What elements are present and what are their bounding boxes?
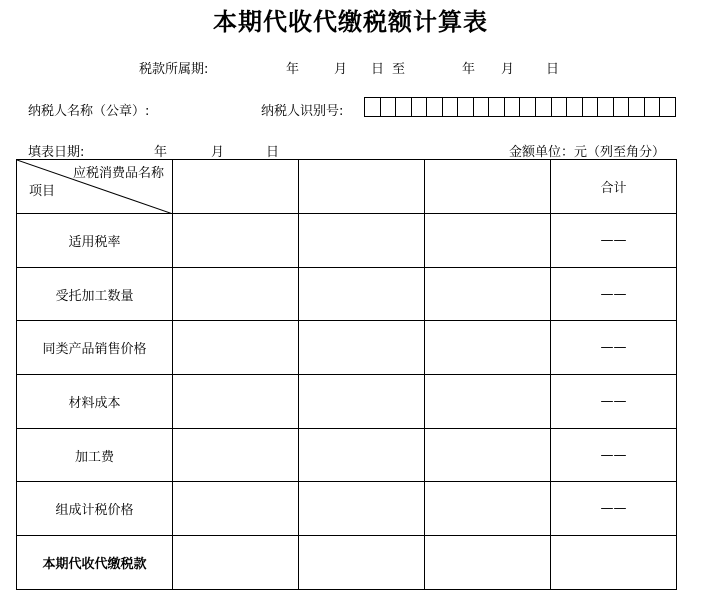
taxpayer-id-cell[interactable] [598, 98, 614, 116]
period-end-year: 年 [462, 62, 476, 77]
value-cell[interactable] [173, 321, 299, 375]
total-cell: —— [551, 214, 677, 268]
fill-date-year: 年 [154, 145, 168, 160]
value-cell[interactable] [425, 375, 551, 429]
fill-date-day: 日 [266, 145, 280, 160]
total-header: 合计 [551, 160, 677, 214]
value-cell[interactable] [173, 429, 299, 482]
value-cell[interactable] [425, 321, 551, 375]
taxpayer-id-label: 纳税人识别号: [261, 104, 344, 119]
period-start-month: 月 [334, 62, 348, 77]
value-cell[interactable] [299, 321, 425, 375]
tax-calculation-table [16, 159, 677, 590]
taxpayer-id-cell[interactable] [458, 98, 474, 116]
row-label: 受托加工数量 [17, 268, 173, 321]
taxpayer-id-cell[interactable] [552, 98, 568, 116]
header-product-name: 应税消费品名称 [72, 166, 164, 181]
value-cell[interactable] [173, 482, 299, 536]
row-label: 组成计税价格 [17, 482, 173, 536]
table-row [17, 482, 677, 536]
table-row [17, 375, 677, 429]
row-label: 适用税率 [17, 214, 173, 268]
value-cell[interactable] [425, 482, 551, 536]
value-cell[interactable] [425, 429, 551, 482]
page-title: 本期代收代缴税额计算表 [213, 8, 488, 36]
period-end-day: 日 [546, 62, 560, 77]
taxpayer-id-cell[interactable] [412, 98, 428, 116]
value-cell[interactable] [425, 268, 551, 321]
total-cell[interactable] [551, 536, 677, 590]
total-cell: —— [551, 321, 677, 375]
table-row [17, 214, 677, 268]
taxpayer-id-cell[interactable] [489, 98, 505, 116]
fill-date-label: 填表日期: [28, 145, 85, 160]
total-cell: —— [551, 482, 677, 536]
total-cell: —— [551, 429, 677, 482]
taxpayer-id-cell[interactable] [381, 98, 397, 116]
taxpayer-id-cell[interactable] [443, 98, 459, 116]
value-cell[interactable] [299, 214, 425, 268]
final-tax-label: 本期代收代缴税款 [17, 536, 173, 590]
row-label: 加工费 [17, 429, 173, 482]
row-label: 材料成本 [17, 375, 173, 429]
diagonal-header-cell [17, 160, 173, 214]
value-cell[interactable] [173, 375, 299, 429]
final-tax-row [17, 536, 677, 590]
value-cell[interactable] [425, 536, 551, 590]
header-row [17, 160, 677, 214]
value-cell[interactable] [173, 536, 299, 590]
product-column-1[interactable] [173, 160, 299, 214]
taxpayer-id-cell[interactable] [645, 98, 661, 116]
value-cell[interactable] [425, 214, 551, 268]
period-start-year: 年 [286, 62, 300, 77]
taxpayer-id-cell[interactable] [614, 98, 630, 116]
amount-unit-label: 金额单位：元（列至角分） [509, 145, 666, 160]
value-cell[interactable] [173, 214, 299, 268]
taxpayer-id-cell[interactable] [396, 98, 412, 116]
period-label: 税款所属期: [139, 62, 209, 77]
taxpayer-id-cell[interactable] [365, 98, 381, 116]
value-cell[interactable] [299, 482, 425, 536]
period-end-month: 月 [501, 62, 515, 77]
taxpayer-id-cell[interactable] [536, 98, 552, 116]
taxpayer-id-cell[interactable] [427, 98, 443, 116]
taxpayer-id-cell[interactable] [474, 98, 490, 116]
product-column-3[interactable] [425, 160, 551, 214]
taxpayer-id-boxes[interactable] [364, 97, 676, 117]
total-cell: —— [551, 375, 677, 429]
period-to: 至 [392, 62, 406, 77]
product-column-2[interactable] [299, 160, 425, 214]
taxpayer-id-cell[interactable] [629, 98, 645, 116]
table-row [17, 321, 677, 375]
period-start-day: 日 [371, 62, 385, 77]
value-cell[interactable] [299, 536, 425, 590]
taxpayer-id-cell[interactable] [520, 98, 536, 116]
table-row [17, 268, 677, 321]
row-label: 同类产品销售价格 [17, 321, 173, 375]
total-cell: —— [551, 268, 677, 321]
value-cell[interactable] [299, 429, 425, 482]
fill-date-month: 月 [211, 145, 225, 160]
taxpayer-id-cell[interactable] [583, 98, 599, 116]
taxpayer-id-cell[interactable] [660, 98, 675, 116]
value-cell[interactable] [299, 268, 425, 321]
header-item: 项目 [29, 184, 56, 199]
taxpayer-id-cell[interactable] [505, 98, 521, 116]
value-cell[interactable] [299, 375, 425, 429]
taxpayer-id-cell[interactable] [567, 98, 583, 116]
taxpayer-name-label: 纳税人名称（公章）: [28, 104, 150, 119]
table-row [17, 429, 677, 482]
value-cell[interactable] [173, 268, 299, 321]
